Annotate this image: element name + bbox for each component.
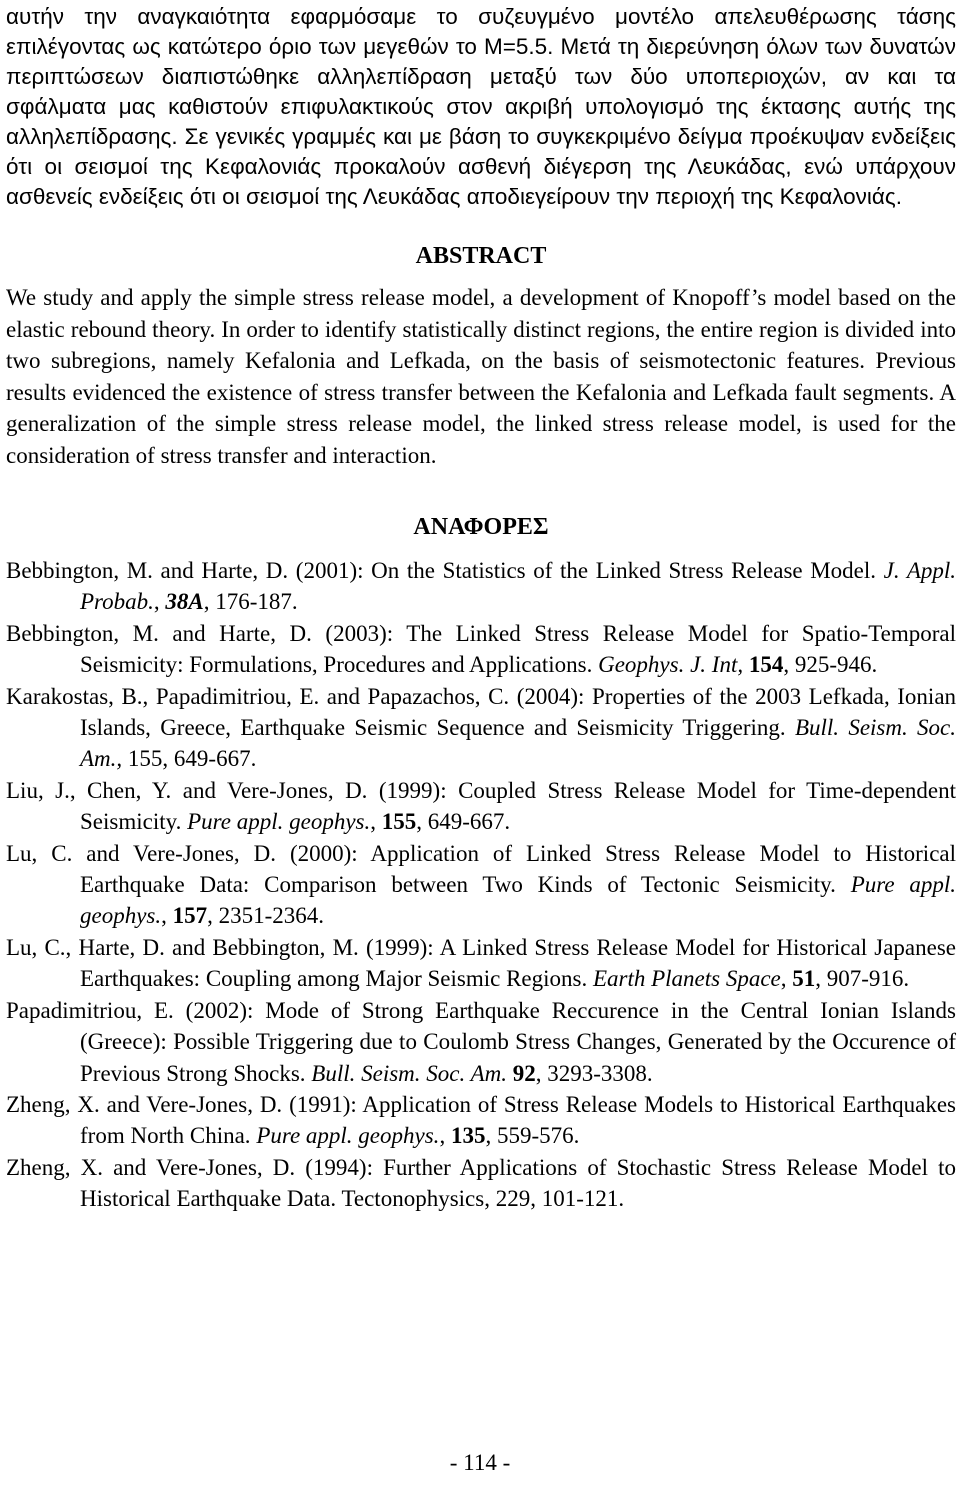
ref-pages: , 176-187. <box>203 589 298 615</box>
ref-pages: , 649-667. <box>162 746 257 772</box>
ref-authors: Papadimitriou, E. <box>6 997 174 1023</box>
ref-title: Application of Linked Stress Release Model to Historical Earthquake Data: Comparison between Two Kinds of Tectonic Seismicity. <box>80 840 957 898</box>
ref-pages: , 2351-2364. <box>207 903 325 929</box>
ref-volume: 51 <box>792 966 816 992</box>
ref-volume: 155 <box>381 809 417 835</box>
ref-pages: , 907-916. <box>815 966 910 992</box>
ref-authors: Bebbington, M. and Harte, D. <box>6 558 289 583</box>
ref-title: Properties of the 2003 Lefkada, Ionian Islands, Greece, Earthquake Seismic Sequence and Seismicity Triggering. <box>80 683 957 741</box>
ref-year: (1999): <box>365 934 434 960</box>
reference-item <box>6 555 956 618</box>
ref-title: Application of Stress Release Models to Historical Earthquakes from North China. <box>80 1091 956 1149</box>
ref-volume: 92 <box>512 1060 536 1086</box>
ref-title: On the Statistics of the Linked Stress Release Model. <box>371 558 877 583</box>
ref-volume: 157 <box>172 903 208 929</box>
ref-sep: , <box>161 903 167 929</box>
ref-year: (2001): <box>295 558 364 583</box>
ref-sep: , <box>153 589 160 615</box>
ref-year: (1994): <box>305 1154 373 1180</box>
ref-journal: Pure appl. geophys. <box>256 1123 440 1149</box>
ref-title: Further Applications of Stochastic Stress Release Model to Historical Earthquake Data. <box>80 1154 956 1212</box>
ref-authors: Zheng, X. and Vere-Jones, D. <box>6 1154 296 1180</box>
ref-pages: , 559-576. <box>485 1123 580 1149</box>
ref-authors: Zheng, X. and Vere-Jones, D. <box>6 1091 283 1117</box>
reference-item <box>6 618 956 681</box>
reference-item <box>6 775 956 838</box>
ref-authors: Liu, J., Chen, Y. and Vere-Jones, D. <box>6 777 368 803</box>
reference-item <box>6 1089 956 1152</box>
ref-volume: 155 <box>127 746 163 772</box>
ref-journal: Pure appl. geophys. <box>80 872 956 929</box>
ref-journal: Bull. Seism. Soc. Am. <box>311 1060 507 1086</box>
reference-item <box>6 932 956 995</box>
ref-pages: Tectonophysics, 229, 101-121. <box>341 1186 625 1212</box>
reference-item <box>6 838 956 932</box>
page <box>6 0 956 1215</box>
ref-title: Coupled Stress Release Model for Time-dependent Seismicity. <box>80 777 957 835</box>
ref-volume: 135 <box>450 1123 486 1149</box>
ref-year: (2003): <box>325 620 394 646</box>
reference-item <box>6 1152 956 1215</box>
abstract-heading: ABSTRACT <box>415 243 547 269</box>
ref-title: A Linked Stress Release Model for Historical Japanese Earthquakes: Coupling among Major Seismic Regions. <box>80 934 956 992</box>
ref-pages: , 649-667. <box>416 809 511 835</box>
ref-title: Mode of Strong Earthquake Reccurence in the Central Ionian Islands (Greece): Possible Triggering due to Coulomb Stress Changes, Generated by the Occurence of Previous Strong Shocks. <box>80 997 956 1086</box>
page-number: - 114 - <box>449 1450 511 1475</box>
ref-pages: , 3293-3308. <box>535 1060 653 1086</box>
ref-year: (1991): <box>289 1091 357 1117</box>
ref-authors: Lu, C., Harte, D. and Bebbington, M. <box>6 934 359 960</box>
ref-title: The Linked Stress Release Model for Spatio-Temporal Seismicity: Formulations, Procedures and Applications. <box>80 620 957 678</box>
ref-sep: , <box>439 1123 446 1149</box>
ref-volume: 154 <box>748 652 784 678</box>
references-heading: ΑΝΑΦΟΡΕΣ <box>413 514 549 540</box>
ref-sep: , <box>370 809 376 835</box>
ref-journal: Geophys. J. Int, <box>598 652 744 678</box>
ref-authors: Karakostas, B., Papadimitriou, E. and Papazachos, C. <box>6 683 510 709</box>
reference-item <box>6 681 956 775</box>
ref-sep: , <box>780 966 787 992</box>
ref-year: (1999): <box>378 777 447 803</box>
abstract-text: We study and apply the simple stress release model, a development of Knopoff’s model based on the elastic rebound theory. In order to identify statistically distinct regions, the entire region is divided into two subregions, namely Kefalonia and Lefkada, on the basis of seismotectonic features. Previous results evidenced the existence of stress transfer between the Kefalonia and Lefkada fault segments. A generalization of the simple stress release model, the linked stress release model, is used for the consideration of stress transfer and interaction. <box>6 285 956 468</box>
ref-authors: Bebbington, M. and Harte, D. <box>6 620 312 646</box>
greek-paragraph: αυτήν την αναγκαιότητα εφαρμόσαμε το συζευγμένο μοντέλο απελευθέρωσης τάσης επιλέγοντας ως κατώτερο όριο των μεγεθών το M=5.5. Μετά τη διερεύνηση όλων των δυνατών περιπτώσεων διαπιστώθηκε αλληλεπίδραση μεταξύ των δύο υποπεριοχών, αν και τα σφάλματα μας καθιστούν επιφυλακτικούς στον ακριβή υπολογισμό της έκτασης αυτής της αλληλεπίδρασης. Σε γενικές γραμμές και με βάση το συγκεκριμένο δείγμα προέκυψαν ενδείξεις ότι οι σεισμοί της Κεφαλονιάς προκαλούν ασθενή διέγερση της Λευκάδας, ενώ υπάρχουν ασθενείς ενδείξεις ότι οι σεισμοί της Λευκάδας αποδιεγείρουν την περιοχή της Κεφαλονιάς. <box>6 4 956 209</box>
reference-item <box>6 995 956 1089</box>
ref-journal: Pure appl. geophys. <box>187 809 371 835</box>
ref-authors: Lu, C. and Vere-Jones, D. <box>6 840 276 866</box>
ref-volume: 38A <box>165 589 204 615</box>
references-list <box>6 555 956 1215</box>
ref-journal: Earth Planets Space <box>592 966 781 992</box>
ref-year: (2004): <box>516 683 585 709</box>
ref-pages: , 925-946. <box>783 652 878 678</box>
ref-journal: Bull. Seism. Soc. Am., <box>80 715 956 772</box>
ref-year: (2002): <box>185 997 254 1023</box>
ref-year: (2000): <box>289 840 358 866</box>
ref-journal: J. Appl. Probab. <box>80 558 957 615</box>
